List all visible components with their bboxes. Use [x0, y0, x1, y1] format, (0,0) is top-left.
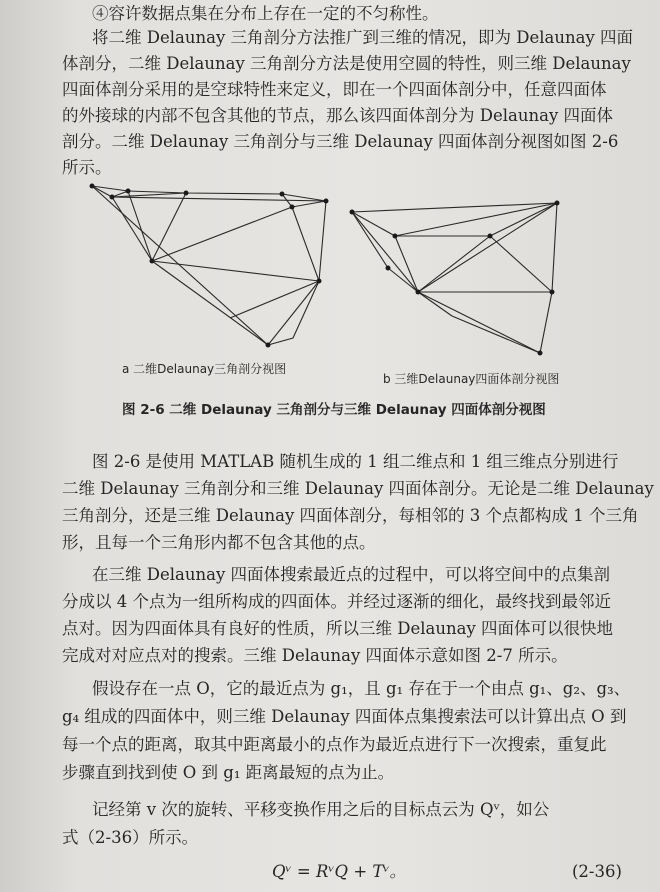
- text-line: 将二维 Delaunay 三角剖分方法推广到三维的情况，即为 Delaunay 四面: [92, 28, 634, 47]
- equation-number: (2-36): [572, 862, 622, 881]
- list-item-4: ④容许数据点集在分布上存在一定的不匀称性。: [92, 4, 439, 23]
- text-line: 的外接球的内部不包含其他的节点，那么该四面体剖分为 Delaunay 四面体: [62, 106, 614, 125]
- text-line: 步骤直到找到使 O 到 g₁ 距离最短的点为止。: [62, 763, 395, 782]
- text-line: 在三维 Delaunay 四面体搜索最近点的过程中，可以将空间中的点集剖: [92, 565, 611, 584]
- equation: Qᵛ = RᵛQ + Tᵛ。: [272, 862, 407, 881]
- text-line: 二维 Delaunay 三角剖分和三维 Delaunay 四面体剖分。无论是二维 Delaunay: [62, 479, 654, 498]
- text-line: 剖分。二维 Delaunay 三角剖分与三维 Delaunay 四面体剖分视图如图 2-6: [62, 132, 619, 151]
- text-line: 分成以 4 个点为一组所构成的四面体。并经过逐渐的细化，最终找到最邻近: [62, 592, 611, 611]
- text-line: 三角剖分，还是三维 Delaunay 四面体剖分，每相邻的 3 个点都构成 1 个三角: [62, 506, 639, 525]
- text-line: 所示。: [62, 158, 112, 177]
- text-line: 式（2-36）所示。: [62, 828, 199, 847]
- text-line: 每一个点的距离，取其中距离最小的点作为最近点进行下一次搜索，重复此: [62, 735, 607, 754]
- text-line: 记经第 v 次的旋转、平移变换作用之后的目标点云为 Qᵛ，如公: [92, 800, 550, 819]
- text-line: g₄ 组成的四面体中，则三维 Delaunay 四面体点集搜索法可以计算出点 O 到: [62, 707, 627, 726]
- text-line: 点对。因为四面体具有良好的性质，所以三维 Delaunay 四面体可以很快地: [62, 619, 614, 638]
- text-line: 形，且每一个三角形内都不包含其他的点。: [62, 533, 376, 552]
- subfigure-caption-b: b 三维Delaunay四面体剖分视图: [383, 372, 560, 386]
- text-line: 四面体剖分采用的是空球特性来定义，即在一个四面体剖分中，任意四面体: [62, 80, 607, 99]
- text-line: 图 2-6 是使用 MATLAB 随机生成的 1 组二维点和 1 组三维点分别进行: [92, 452, 619, 471]
- text-line: 完成对对应点对的搜索。三维 Delaunay 四面体示意如图 2-7 所示。: [62, 646, 568, 665]
- text-line: 体剖分，二维 Delaunay 三角剖分方法是使用空圆的特性，则三维 Delaunay: [62, 54, 631, 73]
- subfigure-caption-a: a 二维Delaunay三角剖分视图: [122, 362, 287, 376]
- figure-caption: 图 2-6 二维 Delaunay 三角剖分与三维 Delaunay 四面体剖分视图: [122, 402, 546, 418]
- text-line: 假设存在一点 O，它的最近点为 g₁，且 g₁ 存在于一个由点 g₁、g₂、g₃、: [92, 679, 631, 698]
